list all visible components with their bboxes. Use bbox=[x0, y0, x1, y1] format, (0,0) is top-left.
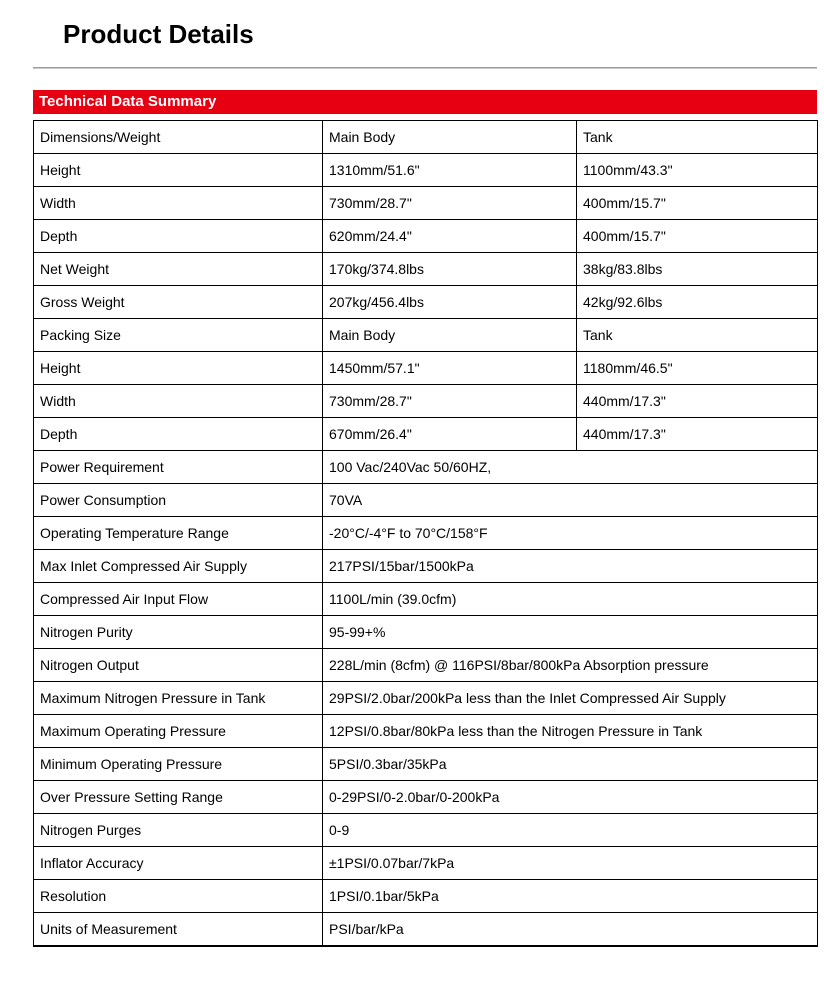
row-label-cell: Maximum Operating Pressure bbox=[34, 715, 323, 748]
table-row bbox=[34, 517, 818, 550]
row-value-cell: 217PSI/15bar/1500kPa bbox=[323, 550, 818, 583]
row-label-cell: Net Weight bbox=[34, 253, 323, 286]
table-row bbox=[34, 715, 818, 748]
tank-cell: 1180mm/46.5" bbox=[577, 352, 818, 385]
table-row bbox=[34, 913, 818, 946]
title-divider bbox=[33, 67, 817, 69]
row-label-cell: Compressed Air Input Flow bbox=[34, 583, 323, 616]
table-row bbox=[34, 682, 818, 715]
main-body-cell: 207kg/456.4lbs bbox=[323, 286, 577, 319]
row-label-cell: Height bbox=[34, 352, 323, 385]
row-value-cell: ±1PSI/0.07bar/7kPa bbox=[323, 847, 818, 880]
row-label-cell: Nitrogen Purges bbox=[34, 814, 323, 847]
table-row bbox=[34, 451, 818, 484]
table-row bbox=[34, 385, 818, 418]
row-label-cell: Nitrogen Output bbox=[34, 649, 323, 682]
main-body-cell: Main Body bbox=[323, 319, 577, 352]
content-area bbox=[33, 0, 817, 947]
table-row bbox=[34, 352, 818, 385]
row-value-cell: 1PSI/0.1bar/5kPa bbox=[323, 880, 818, 913]
row-label-cell: Units of Measurement bbox=[34, 913, 323, 946]
table-row bbox=[34, 484, 818, 517]
row-label-cell: Depth bbox=[34, 418, 323, 451]
row-value-cell: PSI/bar/kPa bbox=[323, 913, 818, 946]
row-label-cell: Width bbox=[34, 385, 323, 418]
row-value-cell: 228L/min (8cfm) @ 116PSI/8bar/800kPa Absorption pressure bbox=[323, 649, 818, 682]
table-row bbox=[34, 154, 818, 187]
table-row bbox=[34, 880, 818, 913]
main-body-cell: 170kg/374.8lbs bbox=[323, 253, 577, 286]
table-row bbox=[34, 418, 818, 451]
section-header-bar bbox=[33, 90, 817, 114]
row-label-cell: Nitrogen Purity bbox=[34, 616, 323, 649]
row-label-cell: Depth bbox=[34, 220, 323, 253]
row-label-cell: Max Inlet Compressed Air Supply bbox=[34, 550, 323, 583]
section-header-label: Technical Data Summary bbox=[39, 93, 217, 110]
main-body-cell: 1310mm/51.6" bbox=[323, 154, 577, 187]
row-value-cell: 5PSI/0.3bar/35kPa bbox=[323, 748, 818, 781]
row-value-cell: 95-99+% bbox=[323, 616, 818, 649]
row-label-cell: Packing Size bbox=[34, 319, 323, 352]
table-row bbox=[34, 319, 818, 352]
row-value-cell: 0-29PSI/0-2.0bar/0-200kPa bbox=[323, 781, 818, 814]
tank-cell: Tank bbox=[577, 121, 818, 154]
row-label-cell: Over Pressure Setting Range bbox=[34, 781, 323, 814]
row-value-cell: -20°C/-4°F to 70°C/158°F bbox=[323, 517, 818, 550]
row-value-cell: 70VA bbox=[323, 484, 818, 517]
row-label-cell: Power Requirement bbox=[34, 451, 323, 484]
main-body-cell: 1450mm/57.1" bbox=[323, 352, 577, 385]
row-value-cell: 100 Vac/240Vac 50/60HZ, bbox=[323, 451, 818, 484]
row-value-cell: 0-9 bbox=[323, 814, 818, 847]
table-row bbox=[34, 187, 818, 220]
tank-cell: 1100mm/43.3" bbox=[577, 154, 818, 187]
row-label-cell: Power Consumption bbox=[34, 484, 323, 517]
row-value-cell: 29PSI/2.0bar/200kPa less than the Inlet Compressed Air Supply bbox=[323, 682, 818, 715]
row-label-cell: Inflator Accuracy bbox=[34, 847, 323, 880]
table-row bbox=[34, 550, 818, 583]
table-row bbox=[34, 583, 818, 616]
tank-cell: 400mm/15.7" bbox=[577, 187, 818, 220]
tank-cell: 38kg/83.8lbs bbox=[577, 253, 818, 286]
row-label-cell: Maximum Nitrogen Pressure in Tank bbox=[34, 682, 323, 715]
row-label-cell: Height bbox=[34, 154, 323, 187]
table-row bbox=[34, 649, 818, 682]
main-body-cell: 730mm/28.7" bbox=[323, 187, 577, 220]
row-value-cell: 12PSI/0.8bar/80kPa less than the Nitrogen Pressure in Tank bbox=[323, 715, 818, 748]
main-body-cell: 620mm/24.4" bbox=[323, 220, 577, 253]
table-row bbox=[34, 121, 818, 154]
table-row bbox=[34, 286, 818, 319]
row-label-cell: Gross Weight bbox=[34, 286, 323, 319]
main-body-cell: 730mm/28.7" bbox=[323, 385, 577, 418]
tank-cell: 440mm/17.3" bbox=[577, 418, 818, 451]
table-row bbox=[34, 253, 818, 286]
row-label-cell: Width bbox=[34, 187, 323, 220]
tank-cell: 400mm/15.7" bbox=[577, 220, 818, 253]
row-label-cell: Operating Temperature Range bbox=[34, 517, 323, 550]
row-label-cell: Dimensions/Weight bbox=[34, 121, 323, 154]
table-row bbox=[34, 781, 818, 814]
table-row bbox=[34, 814, 818, 847]
table-row bbox=[34, 748, 818, 781]
table-row bbox=[34, 847, 818, 880]
page-title: Product Details bbox=[63, 19, 254, 49]
table-row bbox=[34, 220, 818, 253]
technical-data-table bbox=[33, 120, 818, 947]
row-value-cell: 1100L/min (39.0cfm) bbox=[323, 583, 818, 616]
tank-cell: Tank bbox=[577, 319, 818, 352]
main-body-cell: Main Body bbox=[323, 121, 577, 154]
row-label-cell: Minimum Operating Pressure bbox=[34, 748, 323, 781]
tank-cell: 42kg/92.6lbs bbox=[577, 286, 818, 319]
tank-cell: 440mm/17.3" bbox=[577, 385, 818, 418]
main-body-cell: 670mm/26.4" bbox=[323, 418, 577, 451]
row-label-cell: Resolution bbox=[34, 880, 323, 913]
table-row bbox=[34, 616, 818, 649]
